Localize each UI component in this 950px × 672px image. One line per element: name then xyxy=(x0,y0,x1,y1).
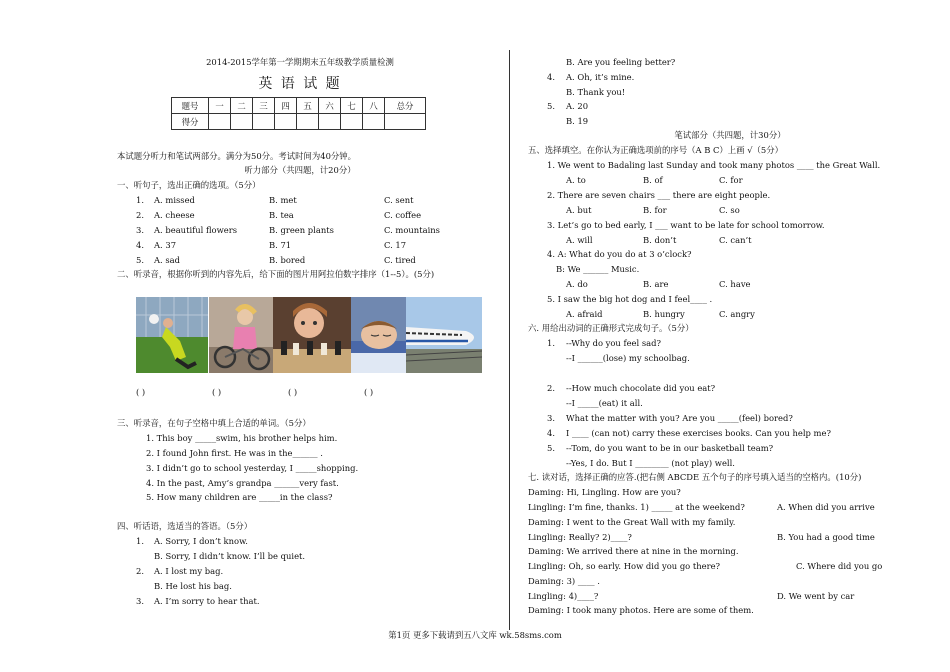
item-number: 4. xyxy=(547,428,555,438)
option-a: A. afraid xyxy=(566,309,603,319)
section-3-heading: 三、听录音，在句子空格中填上合适的单词。（5分） xyxy=(117,418,311,428)
option-b: B. met xyxy=(269,195,297,205)
sentence-line: What the matter with you? Are you _____(feel) bored? xyxy=(566,413,793,423)
order-blank-2[interactable]: ( ) xyxy=(212,387,222,397)
table-cell: 七 xyxy=(341,98,363,114)
list-item: 3. I didn’t go to school yesterday, I _____shopping. xyxy=(146,463,359,473)
answer-option: D. We went by car xyxy=(777,591,855,601)
section-1-heading: 一、听句子，选出正确的选项。（5分） xyxy=(117,180,261,190)
dialogue-line: Lingling: Really? 2)____? xyxy=(528,532,632,542)
table-cell: 五 xyxy=(297,98,319,114)
option-b: B. Are you feeling better? xyxy=(566,57,676,67)
score-table xyxy=(171,97,426,130)
list-item: 4. In the past, Amy’s grandpa ______very fast. xyxy=(146,478,339,488)
photo-girl-bicycle xyxy=(209,297,273,373)
sentence-line: --I ______(lose) my schoolbag. xyxy=(566,353,690,363)
sentence-line: --Tom, do you want to be in our basketball team? xyxy=(566,443,774,453)
dialogue-line: Daming: I took many photos. Here are some of them. xyxy=(528,605,754,615)
item-number: 5. xyxy=(136,255,144,265)
option-a: A. cheese xyxy=(154,210,195,220)
item-number: 2. xyxy=(136,210,144,220)
table-cell xyxy=(363,114,385,130)
option-c: C. sent xyxy=(384,195,414,205)
exam-subtitle: 2014-2015学年第一学期期末五年级教学质量检测 xyxy=(206,57,394,67)
option-b: B. bored xyxy=(269,255,306,265)
sentence-line: --Yes, I do. But I ________ (not play) well. xyxy=(566,458,735,468)
option-b: B. 19 xyxy=(566,116,589,126)
option-b: B. He lost his bag. xyxy=(154,581,232,591)
table-cell xyxy=(275,114,297,130)
list-item: 5. How many children are _____in the class? xyxy=(146,492,333,502)
option-a: A. I’m sorry to hear that. xyxy=(154,596,260,606)
photo-boy-chess xyxy=(273,297,351,373)
sentence-line: --Why do you feel sad? xyxy=(566,338,661,348)
item-number: 1. xyxy=(547,338,555,348)
option-a: A. do xyxy=(566,279,588,289)
sentence-line: --I _____(eat) it all. xyxy=(566,398,643,408)
answer-option: B. You had a good time xyxy=(777,532,875,542)
table-cell xyxy=(297,114,319,130)
question: 3. Let’s go to bed early, I ___ want to be late for school tomorrow. xyxy=(547,220,825,230)
option-c: C. angry xyxy=(719,309,755,319)
dialogue-line: Lingling: Oh, so early. How did you go there? xyxy=(528,561,721,571)
table-cell: 八 xyxy=(363,98,385,114)
item-number: 3. xyxy=(136,596,144,606)
section-2-heading: 二、听录音，根据你听到的内容先后，给下面的图片用阿拉伯数字排序（1--5）。(5分) xyxy=(117,269,435,279)
table-cell xyxy=(341,114,363,130)
option-b: B. are xyxy=(643,279,669,289)
table-cell xyxy=(385,114,426,130)
table-cell: 四 xyxy=(275,98,297,114)
option-a: A. I lost my bag. xyxy=(154,566,224,576)
table-cell xyxy=(209,114,231,130)
score-table-header-row xyxy=(172,98,426,114)
question: 5. I saw the big hot dog and I feel____ . xyxy=(547,294,713,304)
list-item: 2. I found John first. He was in the______ . xyxy=(146,448,323,458)
option-a: A. missed xyxy=(154,195,195,205)
option-b: B. green plants xyxy=(269,225,334,235)
exam-title: 英 语 试 题 xyxy=(258,76,342,92)
option-a: A. Sorry, I don’t know. xyxy=(154,536,248,546)
answer-option: C. Where did you go xyxy=(796,561,883,571)
option-c: C. coffee xyxy=(384,210,422,220)
option-c: C. can’t xyxy=(719,235,752,245)
option-c: C. tired xyxy=(384,255,416,265)
table-cell: 总分 xyxy=(385,98,426,114)
item-number: 3. xyxy=(547,413,555,423)
item-number: 4. xyxy=(136,240,144,250)
option-b: B. tea xyxy=(269,210,294,220)
section-4-heading: 四、听话语，选适当的答语。（5分） xyxy=(117,521,253,531)
exam-intro: 本试题分听力和笔试两部分。满分为50分。考试时间为40分钟。 xyxy=(117,151,357,161)
option-a: A. beautiful flowers xyxy=(154,225,238,235)
option-b: B. don’t xyxy=(643,235,677,245)
option-c: C. have xyxy=(719,279,751,289)
answer-option: A. When did you arrive xyxy=(777,502,875,512)
option-a: A. will xyxy=(566,235,593,245)
table-cell: 三 xyxy=(253,98,275,114)
score-table-score-row xyxy=(172,114,426,130)
order-blank-1[interactable]: ( ) xyxy=(136,387,146,397)
item-number: 4. xyxy=(547,72,555,82)
option-a: A. Oh, it’s mine. xyxy=(566,72,635,82)
written-heading: 笔试部分（共四题，计30分） xyxy=(674,130,786,140)
option-a: A. 37 xyxy=(154,240,177,250)
question: 2. There are seven chairs ___ there are eight people. xyxy=(547,190,771,200)
option-a: A. 20 xyxy=(566,101,589,111)
dialogue-line: Daming: Hi, Lingling. How are you? xyxy=(528,487,681,497)
option-c: C. 17 xyxy=(384,240,407,250)
option-c: C. so xyxy=(719,205,740,215)
table-cell xyxy=(253,114,275,130)
option-b: B. for xyxy=(643,205,667,215)
photo-boy-sleeping xyxy=(351,297,406,373)
photo-bullet-train xyxy=(406,297,482,373)
option-c: C. mountains xyxy=(384,225,440,235)
item-number: 1. xyxy=(136,195,144,205)
option-a: A. sad xyxy=(154,255,181,265)
option-b: B. Sorry, I didn’t know. I’ll be quiet. xyxy=(154,551,306,561)
item-number: 3. xyxy=(136,225,144,235)
item-number: 5. xyxy=(547,443,555,453)
question: 1. We went to Badaling last Sunday and took many photos ____ the Great Wall. xyxy=(547,160,881,170)
page-footer: 第1页 更多下载请到五八文库 wk.58sms.com xyxy=(388,630,562,640)
option-b: B. 71 xyxy=(269,240,292,250)
photo-soccer-goalkeeper xyxy=(136,297,208,373)
section-7-heading: 七. 读对话，选择正确的应答.(把右侧 ABCDE 五个句子的序号填入适当的空格内。(10分) xyxy=(528,472,862,482)
list-item: 1. This boy _____swim, his brother helps him. xyxy=(146,433,338,443)
option-b: B. Thank you! xyxy=(566,87,626,97)
dialogue-line: Lingling: 4)____? xyxy=(528,591,599,601)
sentence-line: I ____ (can not) carry these exercises books. Can you help me? xyxy=(566,428,831,438)
option-a: A. but xyxy=(566,205,592,215)
dialogue-line: Daming: We arrived there at nine in the morning. xyxy=(528,546,739,556)
table-cell: 二 xyxy=(231,98,253,114)
table-cell: 六 xyxy=(319,98,341,114)
item-number: 5. xyxy=(547,101,555,111)
option-c: C. for xyxy=(719,175,743,185)
option-b: B. hungry xyxy=(643,309,685,319)
item-number: 2. xyxy=(547,383,555,393)
dialogue-line: Daming: 3) ____ . xyxy=(528,576,600,586)
table-cell: 题号 xyxy=(172,98,209,114)
question: 4. A: What do you do at 3 o’clock? xyxy=(547,249,692,259)
section-6-heading: 六. 用给出动词的正确形式完成句子。（5分） xyxy=(528,323,694,333)
order-blank-3[interactable]: ( ) xyxy=(288,387,298,397)
question-line-2: B: We ______ Music. xyxy=(556,264,640,274)
table-cell: 得分 xyxy=(172,114,209,130)
order-blank-4[interactable]: ( ) xyxy=(364,387,374,397)
table-cell xyxy=(319,114,341,130)
table-cell: 一 xyxy=(209,98,231,114)
option-b: B. of xyxy=(643,175,663,185)
dialogue-line: Lingling: I’m fine, thanks. 1) _____ at the weekend? xyxy=(528,502,745,512)
table-cell xyxy=(231,114,253,130)
column-divider xyxy=(509,50,510,630)
listening-heading: 听力部分（共四题，计20分） xyxy=(244,165,356,175)
section-5-heading: 五、选择填空。在你认为正确选项前的序号（A B C）上画 √（5分） xyxy=(528,145,784,155)
sentence-line: --How much chocolate did you eat? xyxy=(566,383,716,393)
item-number: 2. xyxy=(136,566,144,576)
item-number: 1. xyxy=(136,536,144,546)
option-a: A. to xyxy=(566,175,586,185)
dialogue-line: Daming: I went to the Great Wall with my family. xyxy=(528,517,736,527)
